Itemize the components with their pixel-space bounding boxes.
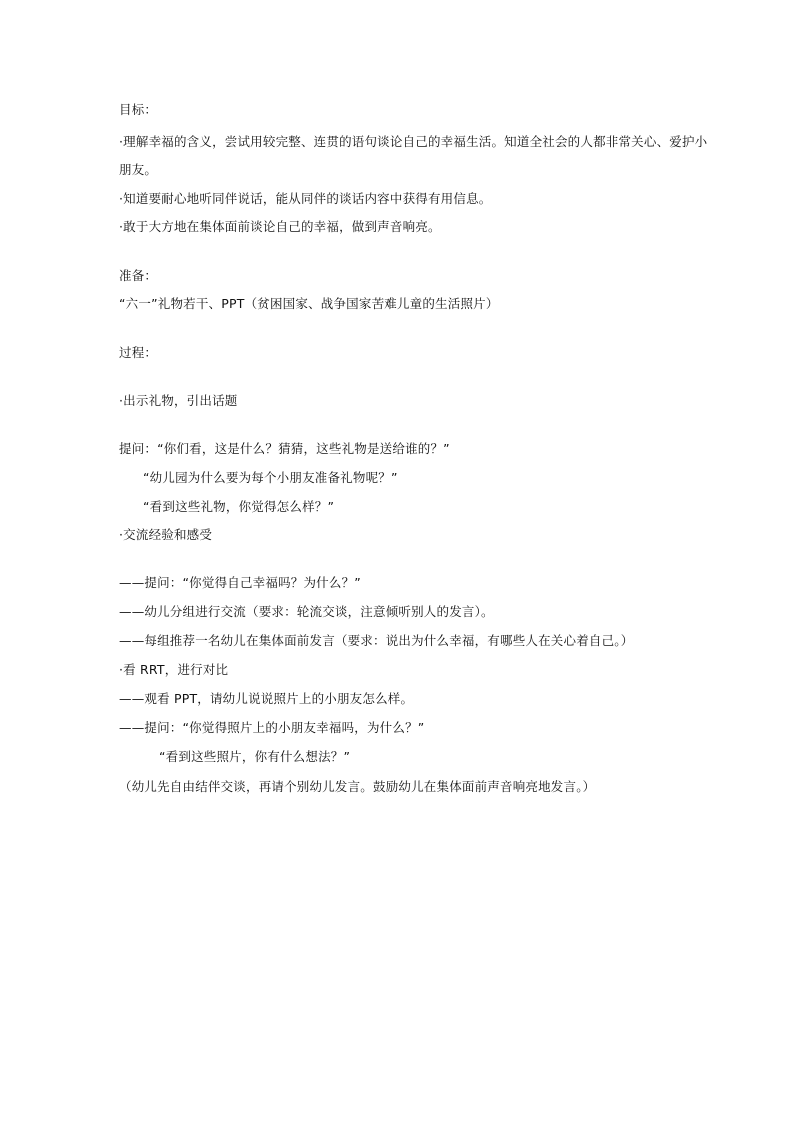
process-heading: 过程： [119,345,158,360]
prep-heading: 准备： [119,268,158,283]
step-2-item-1: ——提问：“你觉得自己幸福吗？为什么？” [119,575,361,590]
step-2-item-3: ——每组推荐一名幼儿在集体面前发言（要求：说出为什么幸福，有哪些人在关心着自己。） [119,633,634,648]
closing-note: （幼儿先自由结伴交谈，再请个别幼儿发言。鼓励幼儿在集体面前声音响亮地发言。） [119,779,596,794]
step-1-question-3: “看到这些礼物，你觉得怎么样？” [143,499,335,514]
step-1-question-2: “幼儿园为什么要为每个小朋友准备礼物呢？” [143,470,398,485]
goal-item-2: ·知道要耐心地听同伴说话，能从同伴的谈话内容中获得有用信息。 [119,191,492,206]
step-3-item-1: ——观看 PPT，请幼儿说说照片上的小朋友怎么样。 [119,691,414,706]
goal-item-1-cont: 朋友。 [119,162,158,177]
step-2: ·交流经验和感受 [119,527,213,542]
goal-item-3: ·敢于大方地在集体面前谈论自己的幸福，做到声音响亮。 [119,219,441,234]
step-3-item-2: ——提问：“你觉得照片上的小朋友幸福吗，为什么？” [119,720,425,735]
step-1: ·出示礼物，引出话题 [119,393,238,408]
goal-item-1: ·理解幸福的含义，尝试用较完整、连贯的语句谈论自己的幸福生活。知道全社会的人都非常关心、爱护小 [119,134,708,149]
step-3-item-3: “看到这些照片，你有什么想法？” [159,749,351,764]
goal-heading: 目标： [119,102,158,117]
step-2-item-2: ——幼儿分组进行交流（要求：轮流交谈，注意倾听别人的发言）。 [119,604,494,619]
step-3: ·看 RRT，进行对比 [119,662,229,677]
prep-text: “六一”礼物若干、PPT（贫困国家、战争国家苦难儿童的生活照片） [119,296,499,311]
step-1-question-1: 提问：“你们看，这是什么？猜猜，这些礼物是送给谁的？” [119,441,450,456]
